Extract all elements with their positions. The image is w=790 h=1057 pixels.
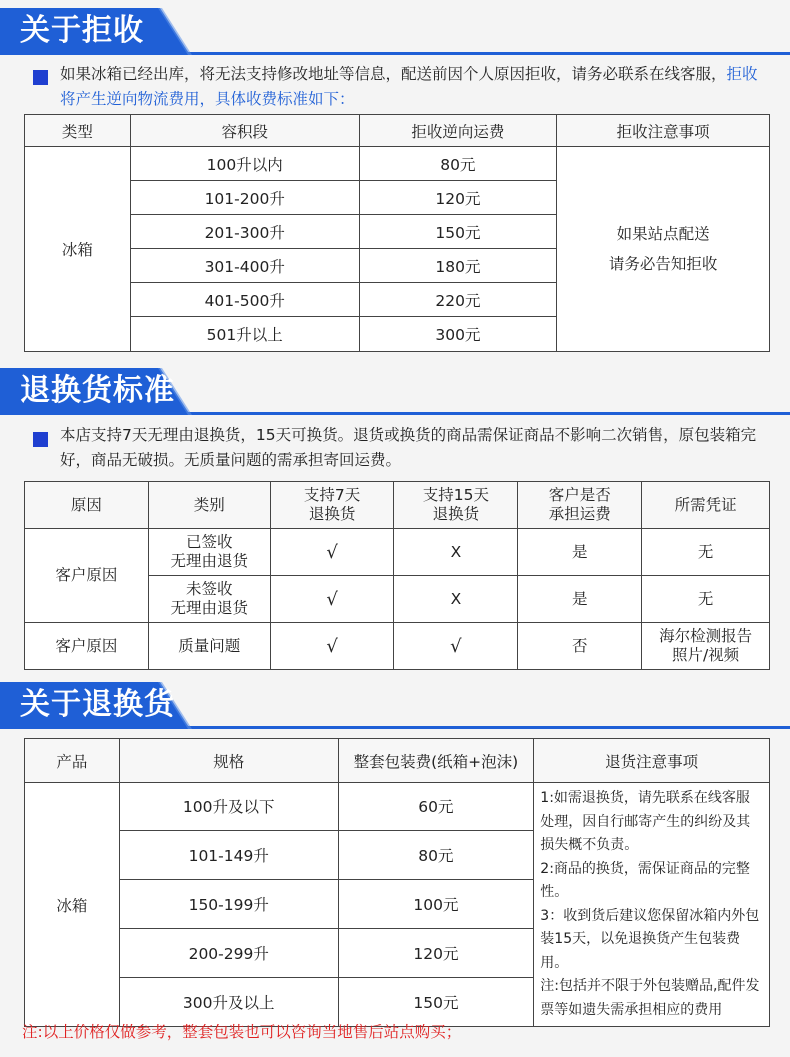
- header-cell: 整套包装费(纸箱+泡沫): [338, 739, 534, 783]
- range-cell: 100升以内: [130, 147, 359, 181]
- spec-cell: 200-299升: [119, 928, 338, 977]
- table-row: [25, 147, 770, 181]
- note-line: 请务必告知拒收: [608, 255, 718, 273]
- category-cell: [148, 576, 270, 623]
- cell-line: 无理由退货: [170, 552, 248, 570]
- return-standard-intro: 本店支持7天无理由退换货，15天可换货。退货或换货的商品需保证商品不影响二次销售，原包装箱完好，商品无破损。无质量问题的需承担寄回运费。: [60, 426, 757, 469]
- cell-line: 海尔检测报告: [659, 627, 753, 645]
- header-cell: [518, 482, 642, 529]
- fee-cell: 120元: [359, 181, 557, 215]
- intro-highlight: 拒收将产生逆向物流费用，具体收费标准如下：: [60, 65, 758, 108]
- cell-line: 无理由退货: [170, 599, 248, 617]
- return-note: 注:包括并不限于外包装赠品,配件发票等如遗失需承担相应的费用: [540, 978, 760, 1018]
- section-title: 关于退换货: [20, 687, 175, 722]
- header-cell: 产品: [25, 739, 120, 783]
- header-cell: 退货注意事项: [534, 739, 770, 783]
- spec-cell: 101-149升: [119, 830, 338, 879]
- spec-cell: 300升及以上: [119, 977, 338, 1026]
- product-cell: 冰箱: [25, 783, 120, 1027]
- checkmark-cell: √: [270, 529, 394, 576]
- fee-cell: 300元: [359, 317, 557, 352]
- header-cell: 原因: [25, 482, 149, 529]
- return-notes-cell: [534, 783, 770, 1027]
- category-cell: [148, 529, 270, 576]
- cell-line: 已签收: [185, 533, 233, 551]
- section-title: 关于拒收: [20, 13, 144, 48]
- header-cell: [270, 482, 394, 529]
- spec-cell: 150-199升: [119, 879, 338, 928]
- table-header-row: [25, 482, 770, 529]
- packaging-fee-table: [24, 738, 770, 1027]
- fee-cell: 180元: [359, 249, 557, 283]
- range-cell: 501升以上: [130, 317, 359, 352]
- return-standard-table: [24, 481, 770, 670]
- type-cell: 冰箱: [25, 147, 131, 352]
- category-cell: 质量问题: [148, 623, 270, 670]
- range-cell: 401-500升: [130, 283, 359, 317]
- range-cell: 101-200升: [130, 181, 359, 215]
- header-cell: 类别: [148, 482, 270, 529]
- price-disclaimer: 注:以上价格仅做参考，整套包装也可以咨询当地售后站点购买；: [22, 1023, 462, 1041]
- header-cell: 容积段: [130, 115, 359, 147]
- checkmark-cell: √: [394, 623, 518, 670]
- refusal-fee-table: [24, 114, 770, 352]
- header-line: 支持15天: [422, 486, 490, 504]
- fee-cell: 60元: [338, 783, 534, 831]
- intro-text: 如果冰箱已经出库，将无法支持修改地址等信息，配送前因个人原因拒收，请务必联系在线客服，: [60, 65, 727, 83]
- reason-cell: 客户原因: [25, 623, 149, 670]
- header-cell: [394, 482, 518, 529]
- cross-cell: X: [394, 529, 518, 576]
- bullet-square-icon: [33, 70, 48, 85]
- spec-cell: 100升及以下: [119, 783, 338, 831]
- reason-cell: 客户原因: [25, 529, 149, 623]
- proof-cell: 无: [642, 576, 770, 623]
- fee-cell: 80元: [359, 147, 557, 181]
- return-note: 2:商品的换货，需保证商品的完整性。: [540, 860, 750, 900]
- fee-cell: 150元: [338, 977, 534, 1026]
- header-cell: 所需凭证: [642, 482, 770, 529]
- bullet-square-icon: [33, 432, 48, 447]
- section-banner-return-exchange: [0, 682, 790, 730]
- fee-cell: 100元: [338, 879, 534, 928]
- proof-cell: 无: [642, 529, 770, 576]
- yes-no-cell: 是: [518, 576, 642, 623]
- section-title: 退换货标准: [20, 373, 175, 408]
- table-row: [25, 623, 770, 670]
- fee-cell: 80元: [338, 830, 534, 879]
- proof-cell: [642, 623, 770, 670]
- section-banner-refusal: [0, 8, 790, 56]
- return-note: 1:如需退换货，请先联系在线客服处理，因自行邮寄产生的纠纷及其损失概不负责。: [540, 790, 751, 853]
- cross-cell: X: [394, 576, 518, 623]
- cell-line: 照片/视频: [671, 646, 740, 664]
- header-line: 退换货: [308, 505, 356, 523]
- header-line: 客户是否: [548, 486, 611, 504]
- fee-cell: 220元: [359, 283, 557, 317]
- table-row: [25, 529, 770, 576]
- table-row: [25, 783, 770, 831]
- fee-cell: 150元: [359, 215, 557, 249]
- header-cell: 规格: [119, 739, 338, 783]
- yes-no-cell: 是: [518, 529, 642, 576]
- header-line: 支持7天: [303, 486, 361, 504]
- section-banner-return-standard: [0, 368, 790, 416]
- refusal-note-cell: [557, 147, 770, 352]
- header-cell: 拒收注意事项: [557, 115, 770, 147]
- header-cell: 拒收逆向运费: [359, 115, 557, 147]
- table-header-row: [25, 739, 770, 783]
- note-line: 如果站点配送: [616, 225, 710, 243]
- header-line: 退换货: [432, 505, 480, 523]
- fee-cell: 120元: [338, 928, 534, 977]
- header-cell: 类型: [25, 115, 131, 147]
- checkmark-cell: √: [270, 576, 394, 623]
- range-cell: 201-300升: [130, 215, 359, 249]
- header-line: 承担运费: [548, 505, 611, 523]
- refusal-intro: [60, 62, 772, 112]
- table-header-row: [25, 115, 770, 147]
- cell-line: 未签收: [185, 580, 233, 598]
- yes-no-cell: 否: [518, 623, 642, 670]
- return-note: 3：收到货后建议您保留冰箱内外包装15天，以免退换货产生包装费用。: [540, 907, 760, 971]
- checkmark-cell: √: [270, 623, 394, 670]
- range-cell: 301-400升: [130, 249, 359, 283]
